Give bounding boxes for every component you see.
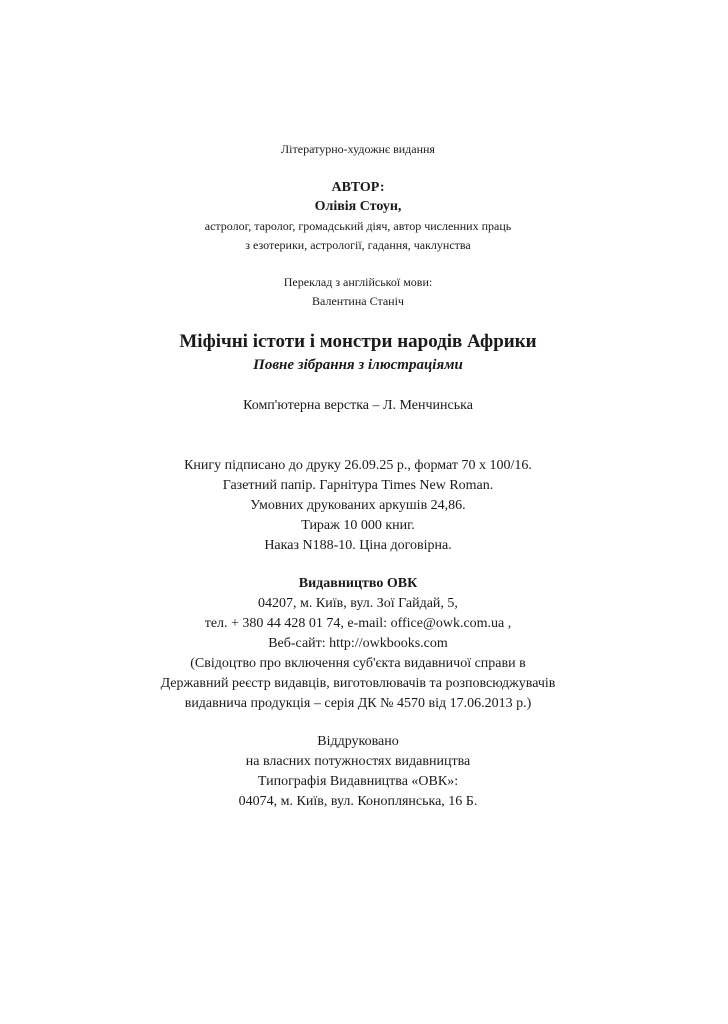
translation-label: Переклад з англійської мови: xyxy=(283,275,433,289)
layout-credit: Комп'ютерна верстка – Л. Менчинська xyxy=(243,398,473,413)
publisher-contacts: тел. + 380 44 428 01 74, e-mail: office@owk.com.ua , xyxy=(204,616,512,631)
publisher-certificate-line: Державний реєстр видавців, виготовлювачів та розповсюджувачів xyxy=(160,676,556,691)
author-name: Олівія Стоун, xyxy=(314,199,402,214)
print-info-line: Тираж 10 000 книг. xyxy=(301,518,415,533)
printing-line: на власних потужностях видавництва xyxy=(245,754,471,769)
book-title: Міфічні істоти і монстри народів Африки xyxy=(179,331,537,352)
printing-line: Типографія Видавництва «ОВК»: xyxy=(257,774,459,789)
print-info-line: Книгу підписано до друку 26.09.25 р., формат 70 х 100/16. xyxy=(184,458,532,473)
publisher-name: Видавництво ОВК xyxy=(298,576,418,591)
print-info-line: Газетний папір. Гарнітура Times New Roman. xyxy=(222,478,494,493)
publisher-certificate-line: видавнича продукція – серія ДК № 4570 від 17.06.2013 р.) xyxy=(184,696,532,711)
publisher-address: 04207, м. Київ, вул. Зої Гайдай, 5, xyxy=(258,596,458,611)
printing-line: 04074, м. Київ, вул. Коноплянська, 16 Б. xyxy=(238,794,478,809)
print-info-line: Наказ N188-10. Ціна договірна. xyxy=(264,538,452,553)
author-heading: АВТОР: xyxy=(331,180,385,195)
print-info-line: Умовних друкованих аркушів 24,86. xyxy=(250,498,466,513)
author-bio-line-2: з езотерики, астрології, гадання, чаклунства xyxy=(245,238,471,252)
printing-line: Віддруковано xyxy=(317,734,399,749)
publisher-certificate-line: (Свідоцтво про включення суб'єкта видавничої справи в xyxy=(190,656,526,671)
edition-type: Літературно-художнє видання xyxy=(281,142,435,156)
translator-name: Валентина Станіч xyxy=(312,294,404,308)
author-bio-line-1: астролог, таролог, громадський діяч, автор численних праць xyxy=(204,219,512,233)
publisher-website: Веб-сайт: http://owkbooks.com xyxy=(268,636,448,651)
book-subtitle: Повне зібрання з ілюстраціями xyxy=(253,357,463,373)
